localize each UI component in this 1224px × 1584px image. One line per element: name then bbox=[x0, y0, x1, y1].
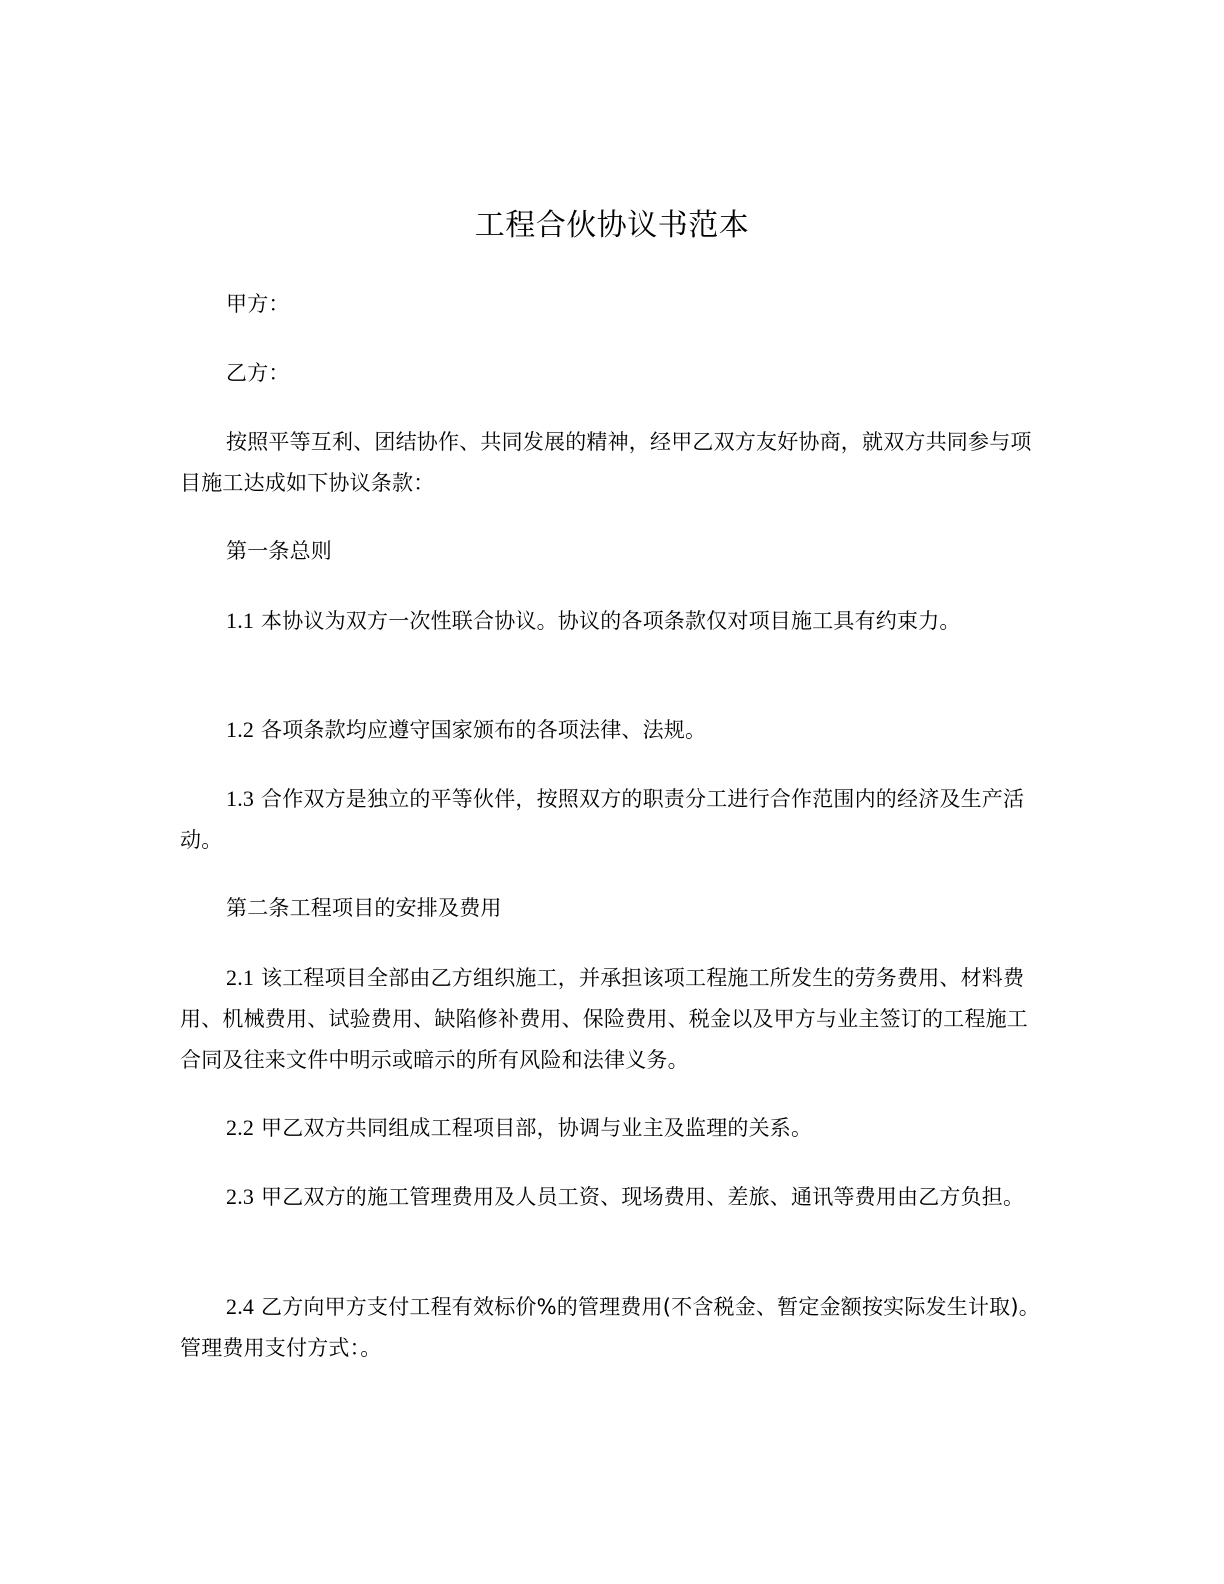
clause-1-2 bbox=[180, 709, 1040, 751]
clause-2-4 bbox=[180, 1286, 1040, 1369]
article-1-heading: 第一条总则 bbox=[226, 539, 332, 563]
clause-1-3 bbox=[180, 778, 1040, 861]
party-a-line: 甲方： bbox=[226, 292, 290, 316]
clause-number: 1.1 bbox=[226, 608, 255, 633]
clause-number: 1.3 bbox=[226, 786, 255, 811]
intro-paragraph: 按照平等互利、团结协作、共同发展的精神，经甲乙双方友好协商，就双方共同参与项目施工达成如下协议条款： bbox=[180, 430, 1032, 495]
clause-1-1 bbox=[180, 600, 1040, 642]
clause-text: 各项条款均应遵守国家颁布的各项法律、法规。 bbox=[261, 718, 707, 742]
clause-number: 2.2 bbox=[226, 1115, 255, 1140]
clause-2-2 bbox=[180, 1107, 1040, 1149]
clause-text: 该工程项目全部由乙方组织施工，并承担该项工程施工所发生的劳务费用、材料费用、机械费用、试验费用、缺陷修补费用、保险费用、税金以及甲方与业主签订的工程施工合同及往来文件中明示或暗示的所有风险和法律义务。 bbox=[180, 966, 1028, 1072]
clause-text: 本协议为双方一次性联合协议。协议的各项条款仅对项目施工具有约束力。 bbox=[261, 609, 961, 633]
clause-2-1 bbox=[180, 957, 1040, 1081]
clause-2-3 bbox=[180, 1176, 1040, 1218]
clause-number: 2.1 bbox=[226, 965, 255, 990]
clause-text: 甲乙双方共同组成工程项目部，协调与业主及监理的关系。 bbox=[261, 1116, 813, 1140]
clause-number: 2.4 bbox=[226, 1294, 255, 1319]
article-2-heading: 第二条工程项目的安排及费用 bbox=[226, 896, 502, 920]
clause-number: 1.2 bbox=[226, 717, 255, 742]
clause-number: 2.3 bbox=[226, 1184, 255, 1209]
clause-text: 甲乙双方的施工管理费用及人员工资、现场费用、差旅、通讯等费用由乙方负担。 bbox=[261, 1185, 1025, 1209]
clause-text: 合作双方是独立的平等伙伴，按照双方的职责分工进行合作范围内的经济及生产活动。 bbox=[180, 787, 1025, 852]
document-title: 工程合伙协议书范本 bbox=[474, 208, 750, 243]
clause-text: 乙方向甲方支付工程有效标价%的管理费用(不含税金、暂定金额按实际发生计取)。管理费用支付方式：。 bbox=[180, 1295, 1040, 1360]
party-b-line: 乙方： bbox=[226, 361, 290, 385]
